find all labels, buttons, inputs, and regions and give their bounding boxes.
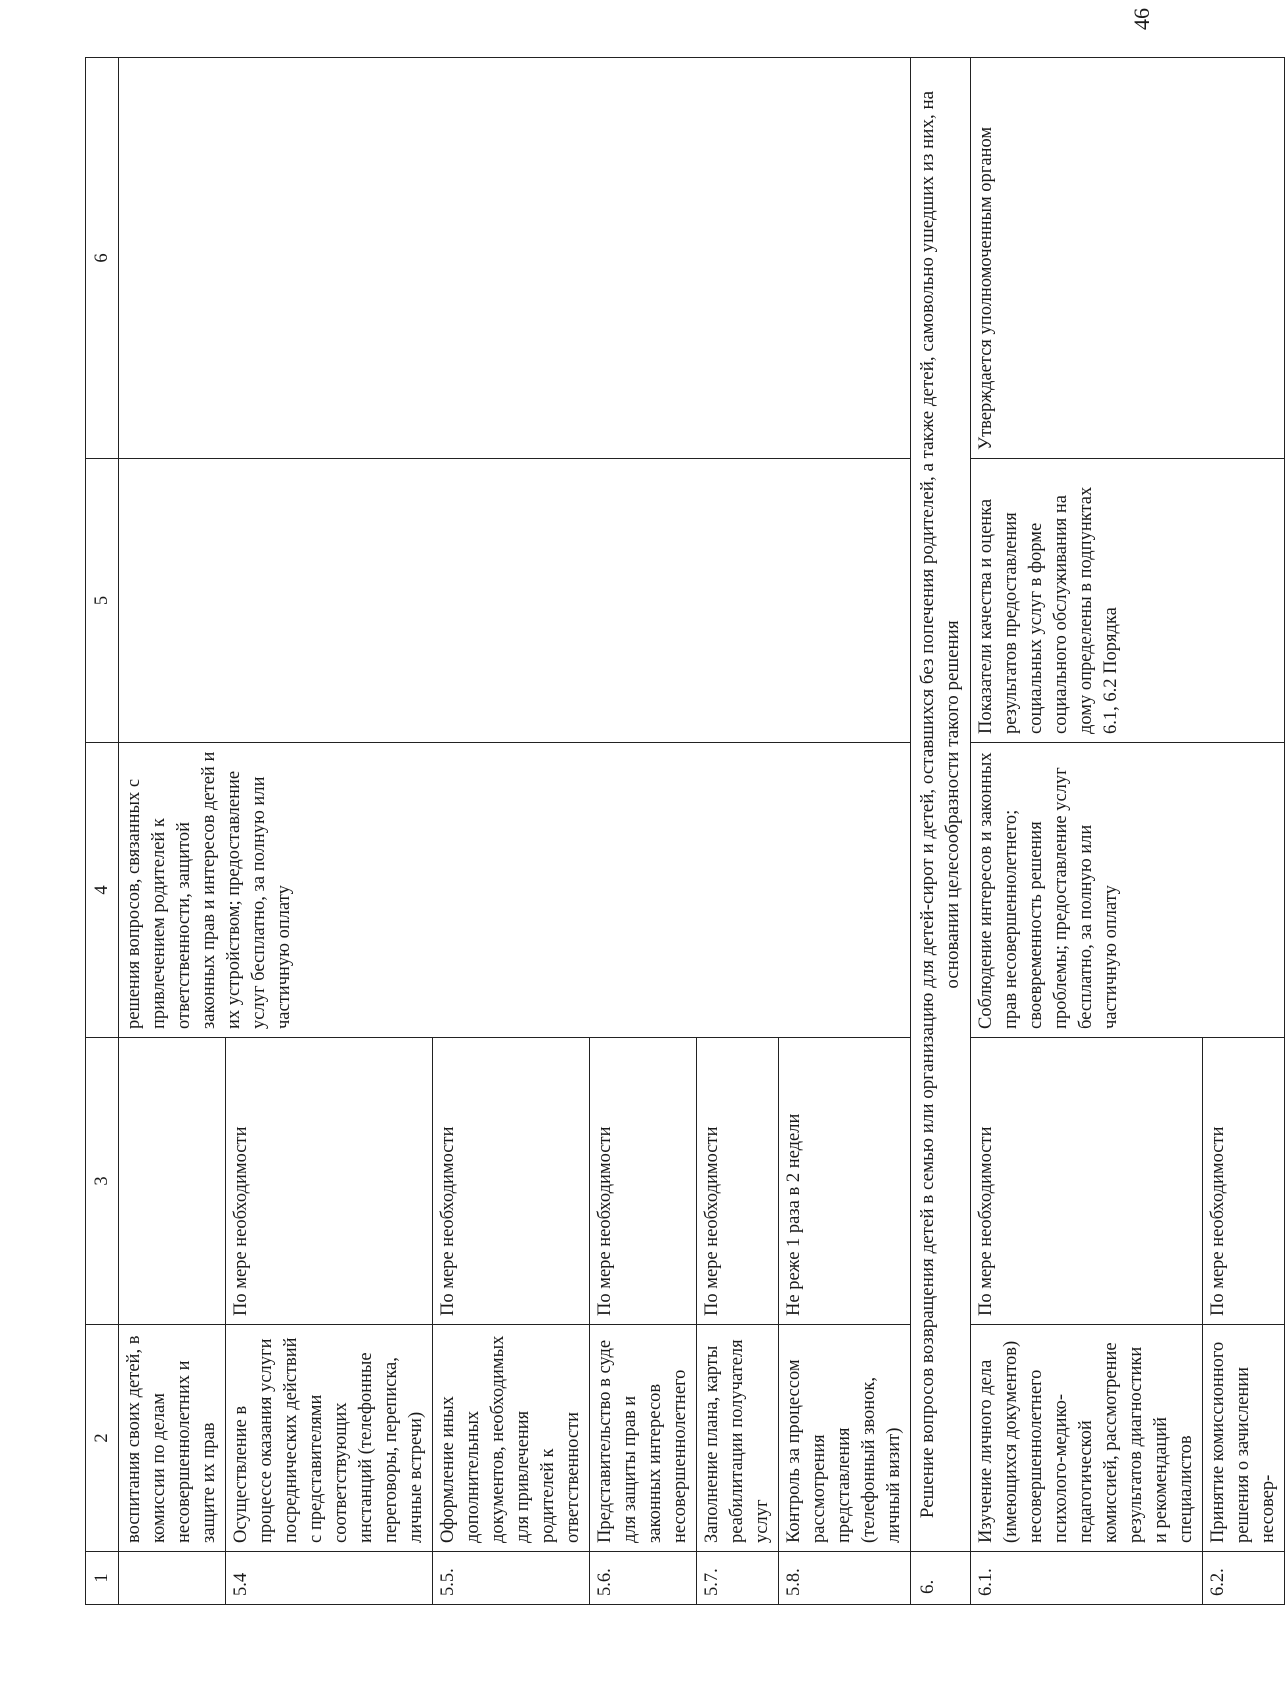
service-name: Контроль за процессом рассмотрения представления (телефонный звонок, личный визит)	[779, 1325, 911, 1552]
page-number: 46	[1129, 8, 1154, 30]
continuation-quality-cell: решения вопросов, связанных с привлечением родителей к ответственности, защитой законных прав и интересов детей и их устройством; предоставление услуг бесплатно, за полную или частичную оплату	[119, 743, 911, 1038]
header-row	[86, 58, 119, 1605]
header-col-1: 1	[86, 1552, 119, 1605]
continuation-name-cell: воспитания своих детей, в комиссии по делам несовершеннолетних и защите их прав	[119, 1325, 226, 1552]
header-col-4: 4	[86, 743, 119, 1038]
service-frequency: По мере необходимости	[226, 1038, 433, 1325]
quality-indicators: Показатели качества и оценка результатов предоставления социальных услуг в форме социального обслуживания на дому определены в подпунктах 6.1, 6.2 Порядка	[971, 459, 1285, 743]
service-frequency: По мере необходимости	[971, 1038, 1203, 1325]
row-number: 6.2.	[1203, 1552, 1285, 1605]
empty-cell	[119, 1038, 226, 1325]
service-frequency: По мере необходимости	[590, 1038, 697, 1325]
row-number: 5.5.	[433, 1552, 590, 1605]
row-number: 6.1.	[971, 1552, 1203, 1605]
row-number: 5.4	[226, 1552, 433, 1605]
service-name: Осуществление в процессе оказания услуги посреднических действий с представителями соответствующих инстанций (телефонные переговоры, переписка, личные встречи)	[226, 1325, 433, 1552]
row-number: 5.8.	[779, 1552, 911, 1605]
table-row	[971, 58, 1203, 1605]
service-name: Оформление иных дополнительных документов, необходимых для привлечения родителей к ответственности	[433, 1325, 590, 1552]
table-row	[119, 58, 226, 1605]
section-number: 6.	[911, 1552, 971, 1605]
row-number: 5.7.	[697, 1552, 779, 1605]
approval-note: Утверждается уполномоченным органом	[971, 58, 1285, 459]
quality-criteria: Соблюдение интересов и законных прав несовершеннолетнего; своевременность решения проблемы; предоставление услуг бесплатно, за полную или частичную оплату	[971, 743, 1285, 1038]
row-number	[119, 1552, 226, 1605]
header-col-6: 6	[86, 58, 119, 459]
service-frequency: По мере необходимости	[433, 1038, 590, 1325]
section-title: Решение вопросов возвращения детей в семью или организацию для детей-сирот и детей, оставшихся без попечения родителей, а также детей, самовольно ушедших из них, на основании целесообразности такого решения	[911, 58, 971, 1552]
service-name: Изучение личного дела (имеющихся документов) несовершеннолетнего психолого-медико-педагогической комиссией, рассмотрение результатов диагностики и рекомендаций специалистов	[971, 1325, 1203, 1552]
service-frequency: По мере необходимости	[1203, 1038, 1285, 1325]
service-frequency: По мере необходимости	[697, 1038, 779, 1325]
service-name: Заполнение плана, карты реабилитации получателя услуг	[697, 1325, 779, 1552]
empty-cell	[119, 459, 911, 743]
row-number: 5.6.	[590, 1552, 697, 1605]
services-table	[85, 57, 1285, 1605]
empty-cell	[119, 58, 911, 459]
service-name: Принятие комиссионного решения о зачислении несовер-	[1203, 1325, 1285, 1552]
section-row	[911, 58, 971, 1605]
rotated-page-content	[85, 58, 1278, 1605]
header-col-2: 2	[86, 1325, 119, 1552]
service-frequency: Не реже 1 раза в 2 недели	[779, 1038, 911, 1325]
service-name: Представительство в суде для защиты прав и законных интересов несовершеннолетнего	[590, 1325, 697, 1552]
header-col-3: 3	[86, 1038, 119, 1325]
header-col-5: 5	[86, 459, 119, 743]
